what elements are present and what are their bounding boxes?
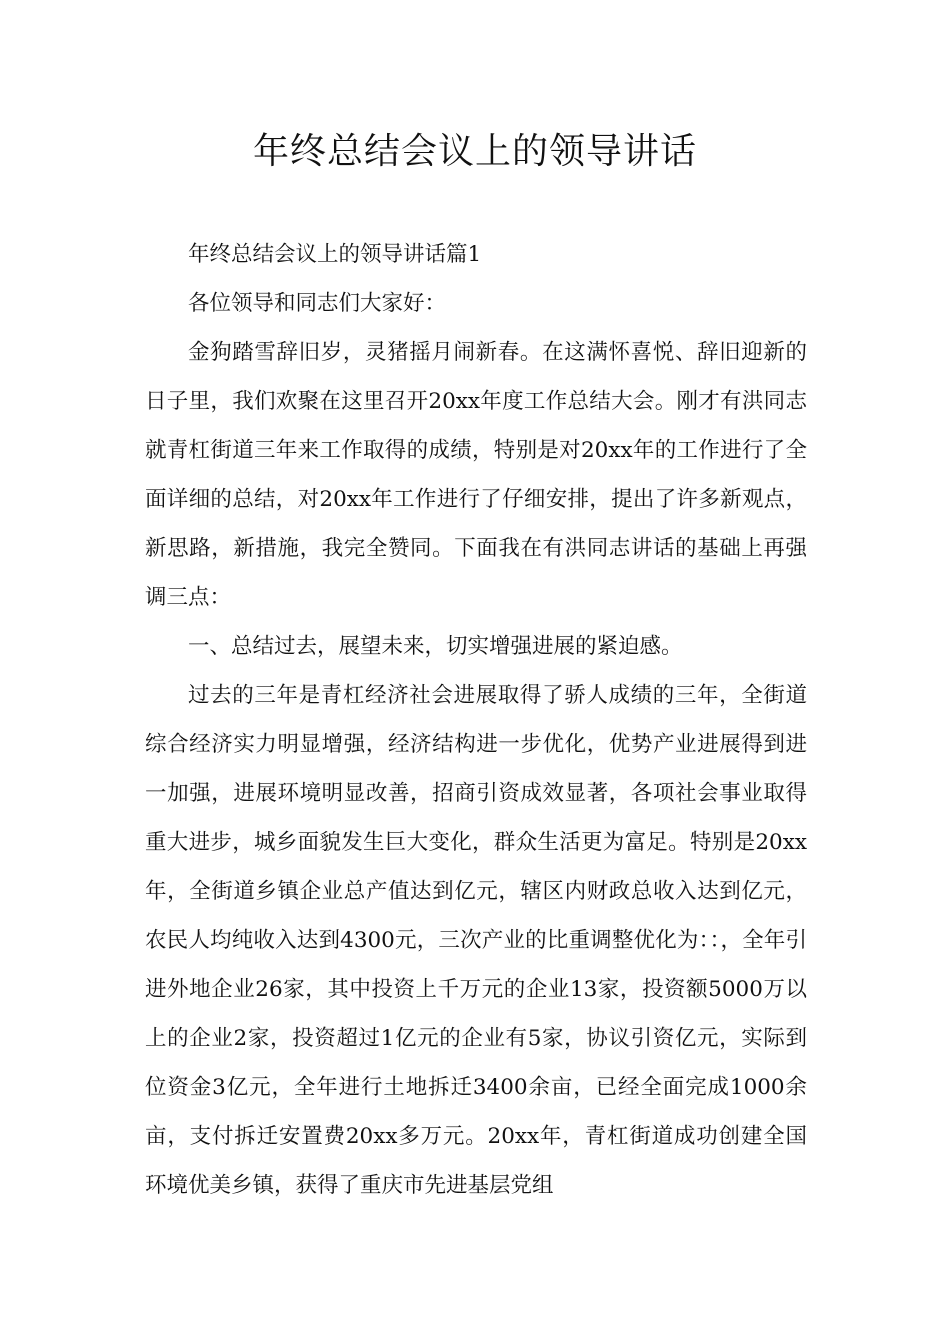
section-heading: 年终总结会议上的领导讲话篇1 [188, 242, 482, 267]
paragraph: 金狗踏雪辞旧岁，灵猪摇月闹新春。在这满怀喜悦、辞旧迎新的日子里，我们欢聚在这里召开20xx年度工作总结大会。刚才有洪同志就青杠街道三年来工作取得的成绩，特别是对20xx年的工作进行了全面详细的总结，对20xx年工作进行了仔细安排，提出了许多新观点，新思路，新措施，我完全赞同。下面我在有洪同志讲话的基础上再强调三点： [145, 340, 807, 610]
document-body [145, 230, 807, 1210]
salutation: 各位领导和同志们大家好： [188, 291, 447, 316]
point-heading: 一、总结过去，展望未来，切实增强进展的紧迫感。 [188, 634, 683, 659]
paragraph: 过去的三年是青杠经济社会进展取得了骄人成绩的三年，全街道综合经济实力明显增强，经济结构进一步优化，优势产业进展得到进一加强，进展环境明显改善，招商引资成效显著，各项社会事业取得重大进步，城乡面貌发生巨大变化，群众生活更为富足。特别是20xx年，全街道乡镇企业总产值达到亿元，辖区内财政总收入达到亿元，农民人均纯收入达到4300元，三次产业的比重调整优化为：：，全年引进外地企业26家，其中投资上千万元的企业13家，投资额5000万以上的企业2家，投资超过1亿元的企业有5家，协议引资亿元，实际到位资金3亿元，全年进行土地拆迁3400余亩，已经全面完成1000余亩，支付拆迁安置费20xx多万元。20xx年，青杠街道成功创建全国环境优美乡镇，获得了重庆市先进基层党组 [145, 683, 807, 1198]
document-title: 年终总结会议上的领导讲话 [252, 131, 697, 172]
